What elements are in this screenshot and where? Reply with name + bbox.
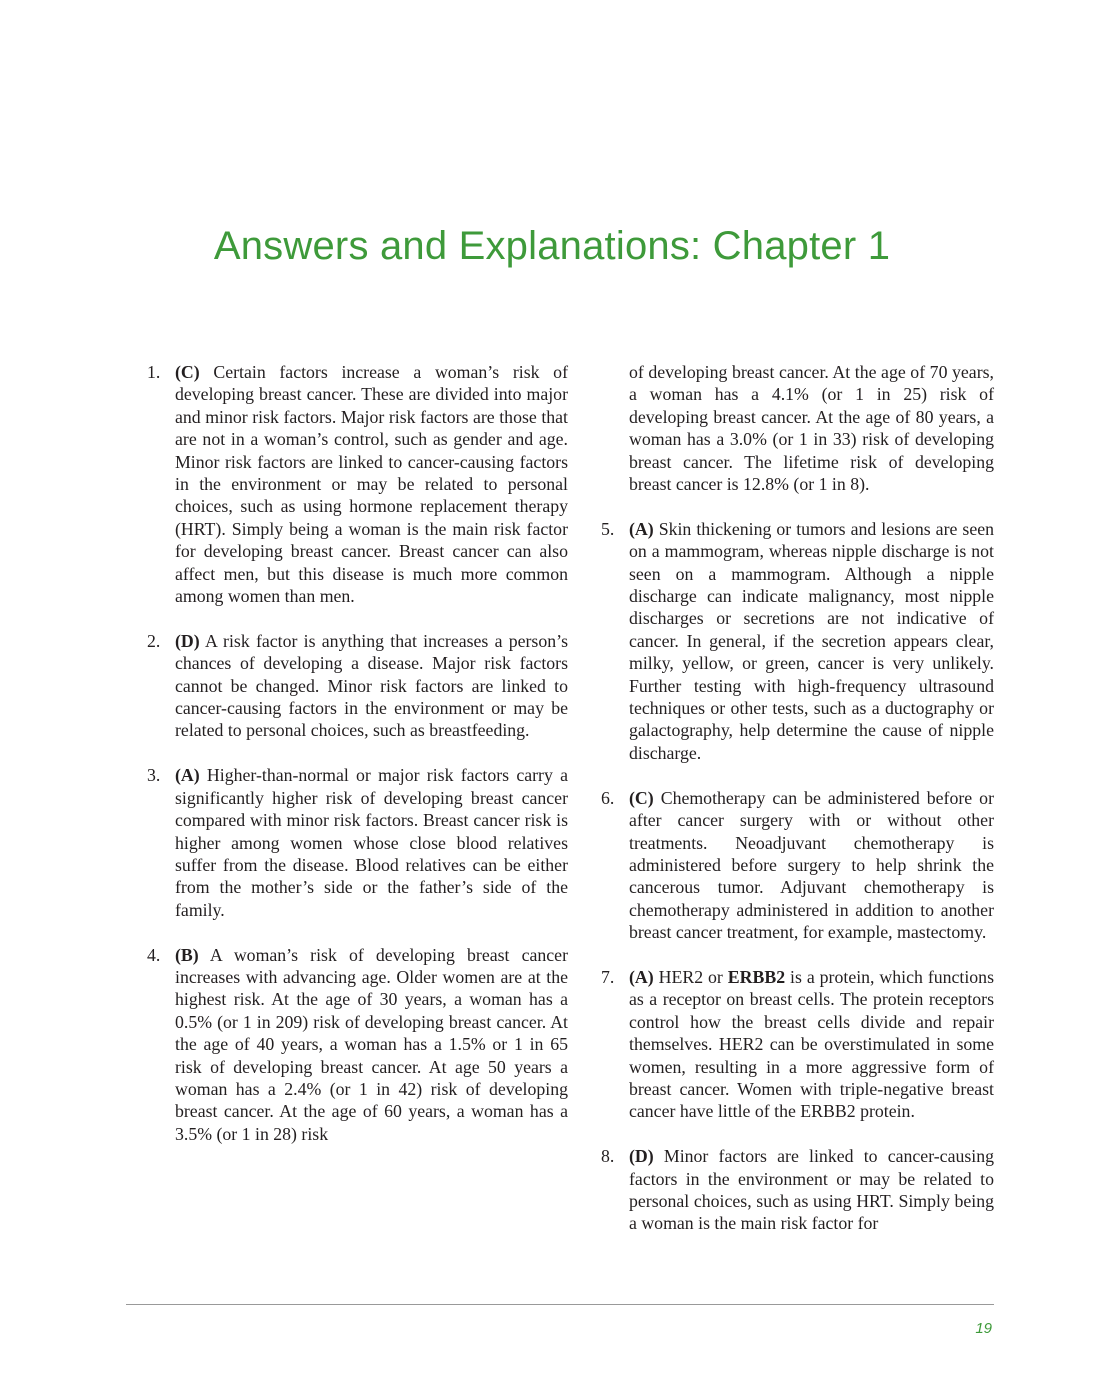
answer-item [140,630,568,742]
answer-letter: (C) [629,787,654,808]
answer-item [594,966,994,1123]
page-number: 19 [975,1320,992,1337]
item-number: 8. [601,1146,615,1167]
item-number: 2. [147,630,161,651]
bold-term: ERBB2 [727,966,786,987]
answer-item [594,518,994,764]
item-number: 1. [147,362,161,382]
answer-item [140,361,568,607]
answer-letter: (D) [629,1146,654,1167]
item-number: 3. [147,765,161,786]
chapter-title: Answers and Explanations: Chapter 1 [213,224,891,268]
footer-rule [126,1304,994,1305]
item-number: 7. [601,966,615,987]
continued-text: of developing breast cancer. At the age of 70 years, a woman has a 4.1% (or 1 in 25) risk of developing breast cancer. At the age of 80 years, a woman has a 3.0% (or 1 in 33) risk of developing breast cancer. The lifetime risk of developing breast cancer is 12.8% (or 1 in 8). [629,362,994,495]
item-number: 5. [601,518,615,539]
answer-letter: (D) [175,630,200,651]
explanation-text: HER2 or [653,966,728,987]
right-column [594,361,994,1257]
explanation-text: A risk factor is anything that increases a person’s chances of developing a disease. Major risk factors cannot be changed. Minor risk factors are linked to cancer-causing factors in the environment or may be related to personal choices, such as breastfeeding. [175,630,568,741]
answer-letter: (C) [175,362,200,382]
answer-letter: (A) [175,765,200,786]
answer-item [140,764,568,921]
answer-item [594,1145,994,1235]
answer-letter: (A) [629,518,654,539]
explanation-text: Higher-than-normal or major risk factors carry a significantly higher risk of developing breast cancer compared with minor risk factors. Breast cancer risk is higher among women whose close blood relatives suffer from the disease. Blood relatives can be either from the mother’s side or the father’s side of the family. [175,765,568,920]
explanation-text: is a protein, which functions as a receptor on breast cells. The protein receptors control how the breast cells divide and repair themselves. HER2 can be overstimulated in some women, resulting in a more aggressive form of breast cancer. Women with triple-negative breast cancer have little of the ERBB2 protein. [629,966,994,1122]
left-column [140,361,568,1168]
explanation-text: Minor factors are linked to cancer-causing factors in the environment or may be related to personal choices, such as using HRT. Simply being a woman is the main risk factor for [629,1146,994,1234]
explanation-text: Certain factors increase a woman’s risk of developing breast cancer. These are divided into major and minor risk factors. Major risk factors are those that are not in a woman’s control, such as gender and age. Minor risk factors are linked to cancer-causing factors in the environment or may be related to personal choices, such as using hormone replacement therapy (HRT). Simply being a woman is the main risk factor for developing breast cancer. Breast cancer can also affect men, but this disease is much more common among women than men. [175,362,568,607]
answer-letter: (A) [629,966,654,987]
explanation-text: A woman’s risk of developing breast cancer increases with advancing age. Older women are at the highest risk. At the age of 30 years, a woman has a 0.5% (or 1 in 209) risk of developing breast cancer. At the age of 40 years, a woman has a 1.5% or 1 in 65 risk of developing breast cancer. At age 50 years a woman has a 2.4% (or 1 in 42) risk of developing breast cancer. At the age of 60 years, a woman has a 3.5% (or 1 in 28) risk [175,944,568,1144]
item-number: 4. [147,944,161,965]
answer-item [140,944,568,1146]
answer-letter: (B) [175,944,199,965]
answer-item [594,787,994,944]
item-number: 6. [601,787,615,808]
explanation-text: Skin thickening or tumors and lesions are seen on a mammogram, whereas nipple discharge is not seen on a mammogram. Although a nipple discharge can indicate malignancy, most nipple discharges or secretions are not indicative of cancer. In general, if the secretion appears clear, milky, yellow, or green, cancer is very unlikely. Further testing with high-frequency ultrasound techniques or other tests, such as a ductography or galactography, help determine the cause of nipple discharge. [629,518,994,763]
explanation-text: Chemotherapy can be administered before or after cancer surgery with or without other treatments. Neoadjuvant chemotherapy is administered before surgery to help shrink the cancerous tumor. Adjuvant chemotherapy is chemotherapy administered in addition to another breast cancer treatment, for example, mastectomy. [629,787,994,943]
